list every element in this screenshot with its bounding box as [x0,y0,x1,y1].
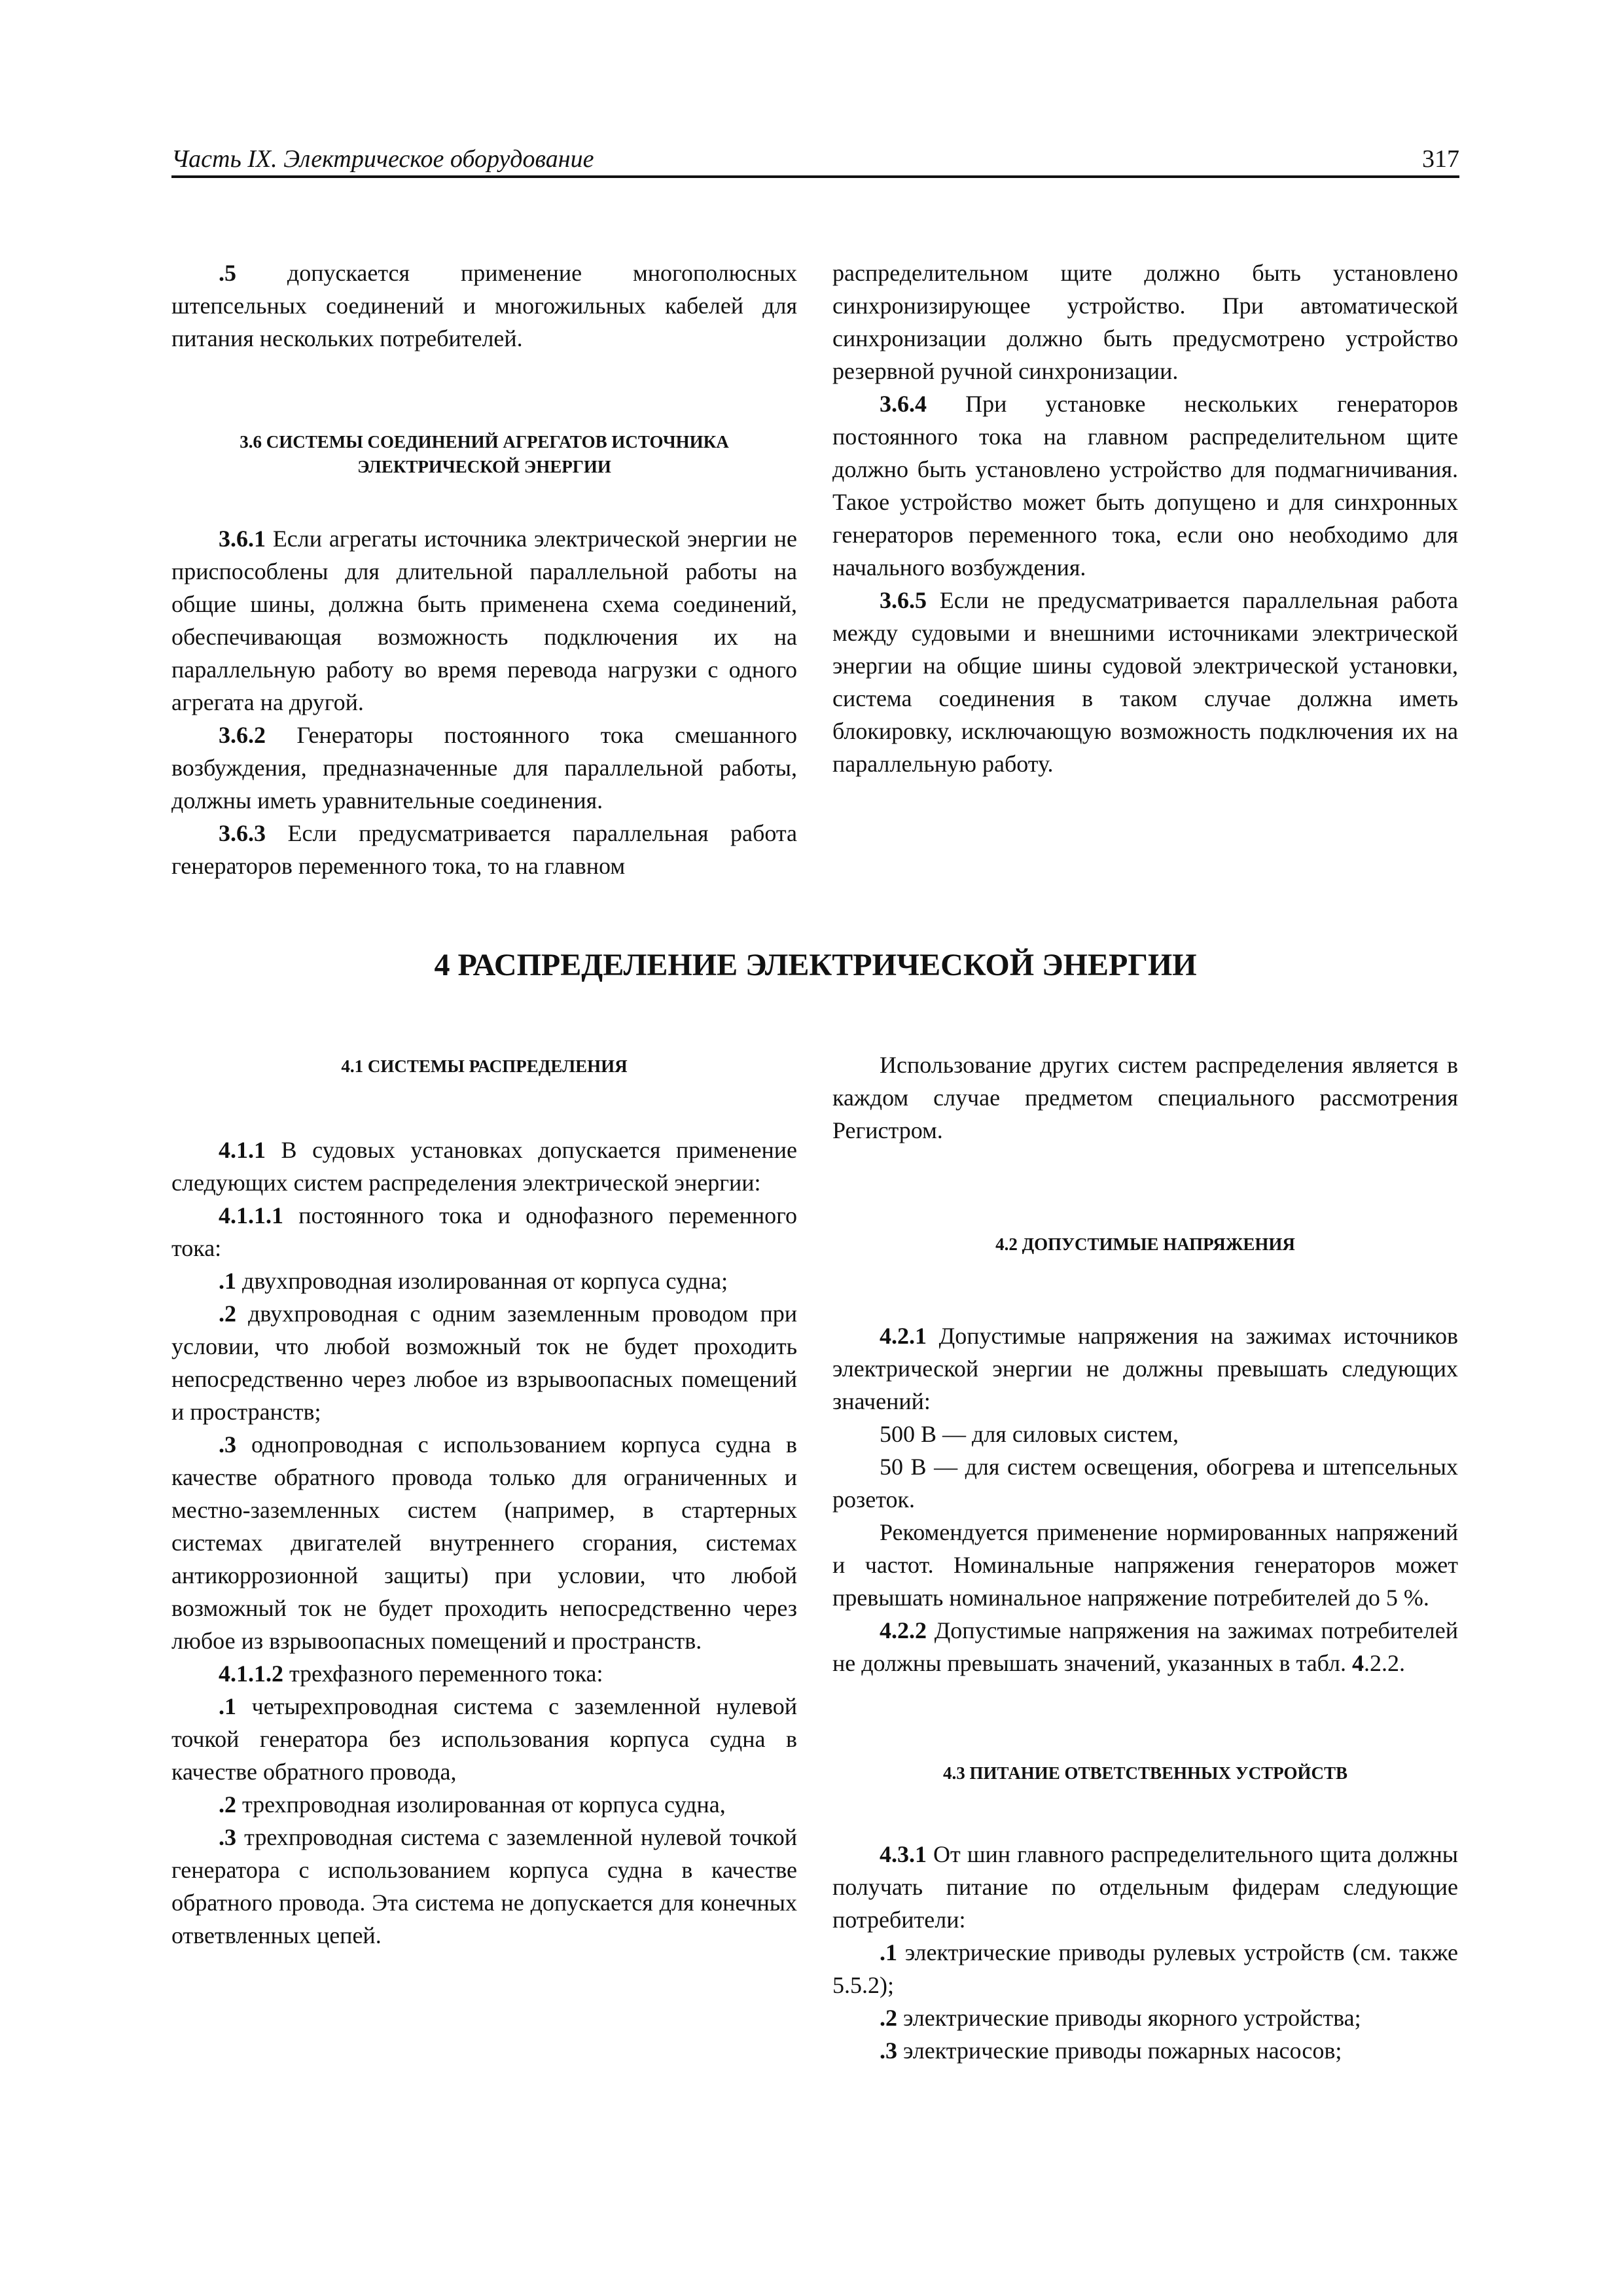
header-title: Часть IX. Электрическое оборудование [171,145,594,173]
paragraph: 3.6.4 При установке нескольких генераторов постоянного тока на главном распределительном щите должно быть установлено устройство для подмагничивания. Такое устройство может быть допущено и для синхронных генераторов переменного тока, если оно необходимо для начального возбуждения. [832,391,1458,581]
header-rule [171,175,1459,178]
paragraph: Использование других систем распределения является в каждом случае предметом специального рассмотрения Регистром. [832,1052,1458,1143]
paragraph: 50 В — для систем освещения, обогрева и штепсельных розеток. [832,1454,1458,1513]
bottom-left-column [171,1054,797,1952]
list-item: .2 трехпроводная изолированная от корпуса судна, [219,1791,726,1818]
top-right-column [832,257,1458,780]
paragraph: .5 допускается применение многополюсных штепсельных соединений и многожильных кабелей для питания нескольких потребителей. [171,260,797,351]
section-heading-4-1: 4.1 СИСТЕМЫ РАСПРЕДЕЛЕНИЯ [341,1056,628,1076]
paragraph: 4.2.2 Допустимые напряжения на зажимах потребителей не должны превышать значений, указанных в табл. 4.2.2. [832,1617,1458,1676]
list-item: .3 однопроводная с использованием корпуса судна в качестве обратного провода только для ограниченных и местно-заземленных систем (например, в стартерных системах двигателей внутреннего сгорания, системах антикоррозионной защиты) при условии, что любой возможный ток не будет проходить непосредственно через любое из взрывоопасных помещений и пространств. [171,1431,797,1654]
paragraph: 500 В — для силовых систем, [880,1421,1179,1447]
list-item: .1 двухпроводная изолированная от корпуса судна; [219,1268,728,1294]
paragraph: 3.6.5 Если не предусматривается параллельная работа между судовыми и внешними источниками электрической энергии на общие шины судовой электрической установки, система соединения в таком случае должна иметь блокировку, исключающую возможность подключения их на параллельную работу. [832,587,1458,777]
list-item: .2 двухпроводная с одним заземленным проводом при условии, что любой возможный ток не будет проходить непосредственно через любое из взрывоопасных помещений и пространств; [171,1300,797,1425]
paragraph: 4.3.1 От шин главного распределительного щита должны получать питание по отдельным фидерам следующие потребители: [832,1841,1458,1933]
paragraph: Рекомендуется применение нормированных напряжений и частот. Номинальные напряжения генераторов может превышать номинальное напряжение потребителей до 5 %. [832,1519,1458,1611]
bottom-right-column [832,1049,1458,2067]
list-item: .1 четырехпроводная система с заземленной нулевой точкой генератора без использования корпуса судна в качестве обратного провода, [171,1693,797,1785]
top-left-column [171,257,797,882]
paragraph: 4.1.1.1 постоянного тока и однофазного переменного тока: [171,1202,797,1261]
section-heading-4-2: 4.2 ДОПУСТИМЫЕ НАПРЯЖЕНИЯ [995,1234,1295,1254]
list-item: .3 трехпроводная система с заземленной нулевой точкой генератора с использованием корпуса судна в качестве обратного провода. Эта система не допускается для конечных ответвленных цепей. [171,1824,797,1948]
page-number: 317 [1422,145,1459,173]
section-heading-3-6: 3.6 СИСТЕМЫ СОЕДИНЕНИЙ АГРЕГАТОВ ИСТОЧНИКА ЭЛЕКТРИЧЕСКОЙ ЭНЕРГИИ [240,432,729,476]
paragraph: 3.6.3 Если предусматривается параллельная работа генераторов переменного тока, то на главном [171,820,797,879]
list-item: .3 электрические приводы пожарных насосов; [880,2037,1342,2064]
paragraph: 4.2.1 Допустимые напряжения на зажимах источников электрической энергии не должны превышать следующих значений: [832,1323,1458,1414]
paragraph: распределительном щите должно быть установлено синхронизирующее устройство. При автоматической синхронизации должно быть предусмотрено устройство резервной ручной синхронизации. [832,260,1458,384]
list-item: .1 электрические приводы рулевых устройств (см. также 5.5.2); [832,1939,1458,1998]
section-heading-4-3: 4.3 ПИТАНИЕ ОТВЕТСТВЕННЫХ УСТРОЙСТВ [943,1763,1347,1783]
chapter-title: 4 РАСПРЕДЕЛЕНИЕ ЭЛЕКТРИЧЕСКОЙ ЭНЕРГИИ [434,948,1197,982]
paragraph: 3.6.1 Если агрегаты источника электрической энергии не приспособлены для длительной параллельной работы на общие шины, должна быть применена схема соединений, обеспечивающая возможность подключения их на параллельную работу во время перевода нагрузки с одного агрегата на другой. [171,526,797,715]
paragraph: 3.6.2 Генераторы постоянного тока смешанного возбуждения, предназначенные для параллельной работы, должны иметь уравнительные соединения. [171,722,797,814]
running-header [171,143,1459,178]
paragraph: 4.1.1.2 трехфазного переменного тока: [219,1660,603,1687]
list-item: .2 электрические приводы якорного устройства; [880,2005,1361,2031]
paragraph: 4.1.1 В судовых установках допускается применение следующих систем распределения электрической энергии: [171,1137,797,1196]
